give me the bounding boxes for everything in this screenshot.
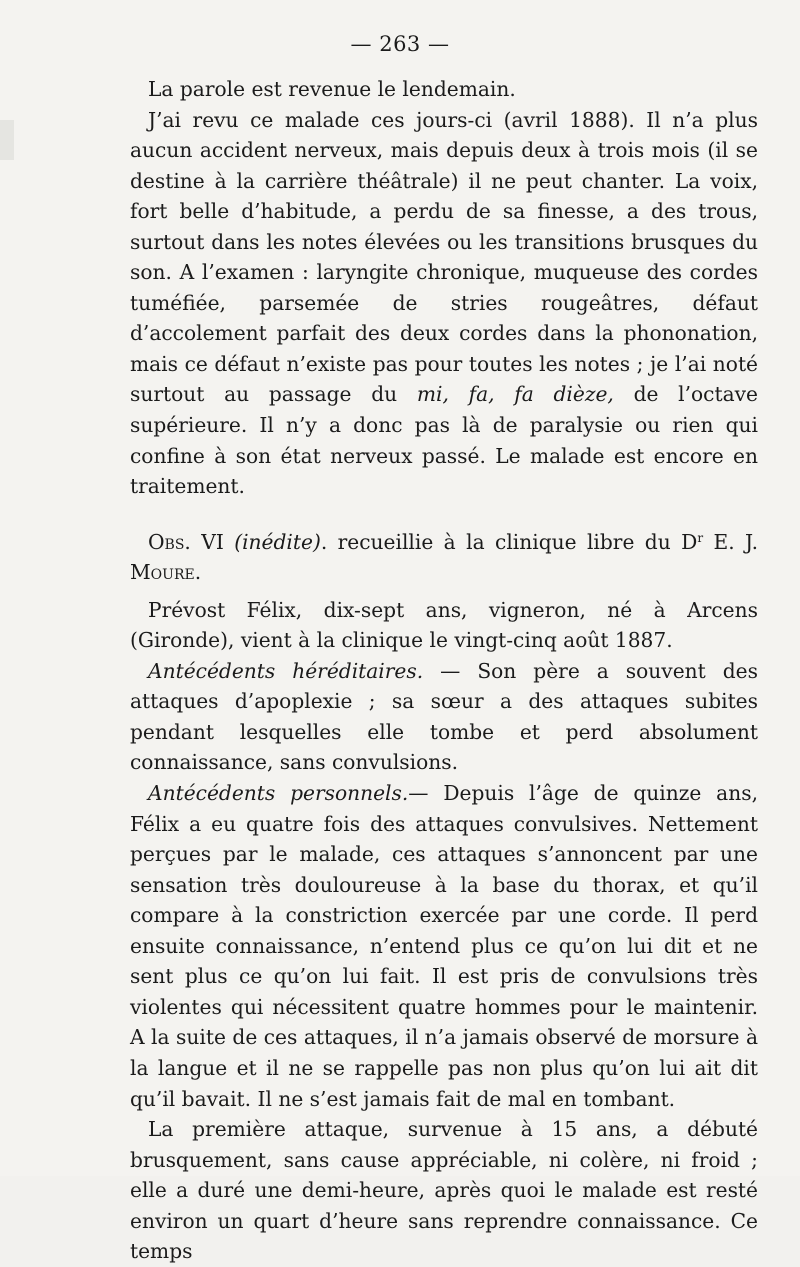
paragraph-text: La parole est revenue le lendemain. bbox=[148, 77, 516, 101]
paragraph-hereditary-history bbox=[130, 656, 758, 778]
observation-heading bbox=[130, 523, 758, 588]
observation-unpublished-italic: (inédite) bbox=[234, 529, 321, 554]
page-smudge bbox=[0, 120, 14, 160]
paragraph-text: — Depuis l’âge de quinze ans, Félix a eu quatre fois des attaques convulsives. Nettement perçues par le malade, ces attaques s’annoncent par une sensation très douloureuse à la base du thorax, et qu’il compare à la constriction exercée par une corde. Il perd ensuite connaissance, n’entend plus ce qu’on lui dit et ne sent plus ce qu’on lui fait. Il est pris de convulsions très violentes qui nécessitent quatre hommes pour le maintenir. A la suite de ces attaques, il n’a jamais observé de morsure à la langue et il ne se rappelle pas non plus qu’on lui ait dit qu’il bavait. Il ne s’est jamais fait de mal en tombant. bbox=[130, 781, 758, 1111]
paragraph-first-attack bbox=[130, 1114, 758, 1267]
hereditary-heading-italic: Antécédents héréditaires. bbox=[148, 658, 424, 683]
doctor-name: Moure. bbox=[130, 560, 202, 585]
paragraph-speech-returned bbox=[130, 74, 758, 105]
doctor-superscript: r bbox=[697, 530, 704, 545]
paragraph-personal-history bbox=[130, 778, 758, 1114]
paragraph-text: Prévost Félix, dix-sept ans, vigneron, né à Arcens (Gironde), vient à la clinique le vingt-cinq août 1887. bbox=[130, 597, 758, 653]
observation-text: . recueillie à la clinique libre du D bbox=[320, 529, 698, 554]
paragraph-text-end: de l’octave supérieure. Il n’y a donc pas là de paralysie ou rien qui confine à son état nerveux passé. Le malade est encore en traitement. bbox=[130, 382, 758, 499]
paragraph-patient-intro bbox=[130, 595, 758, 656]
paragraph-text: J’ai revu ce malade ces jours-ci (avril 1888). Il n’a plus aucun accident nerveux, mais depuis deux à trois mois (il se destine à la carrière théâtrale) il ne peut chanter. La voix, fort belle d’habitude, a perdu de sa finesse, a des trous, surtout dans les notes élevées ou les transitions brusques du son. A l’examen : laryngite chronique, muqueuse des cordes tuméfiée, parsemée de stries rougeâtres, défaut d’accolement parfait des deux cordes dans la phononation, mais ce défaut n’existe pas pour toutes les notes ; je l’ai noté surtout au passage du bbox=[130, 107, 758, 407]
paragraph-text: — Son père a souvent des attaques d’apoplexie ; sa sœur a des attaques subites pendant lesquelles elle tombe et perd absolument connaissance, sans convulsions. bbox=[130, 658, 758, 775]
personal-heading-italic: Antécédents personnels. bbox=[148, 781, 409, 806]
doctor-initials: E. J. bbox=[713, 529, 758, 554]
paragraph-text: La première attaque, survenue à 15 ans, a débuté brusquement, sans cause appréciable, ni colère, ni froid ; elle a duré une demi-heure, après quoi le malade est resté environ un quart d’heure sans reprendre connaissance. Ce temps bbox=[130, 1117, 758, 1264]
page-number: — 263 — bbox=[350, 32, 450, 56]
observation-label: Obs. VI bbox=[148, 529, 224, 554]
body-text bbox=[130, 74, 758, 1267]
paragraph-follow-up bbox=[130, 105, 758, 502]
musical-notes-italic: mi, fa, fa dièze, bbox=[416, 382, 614, 407]
